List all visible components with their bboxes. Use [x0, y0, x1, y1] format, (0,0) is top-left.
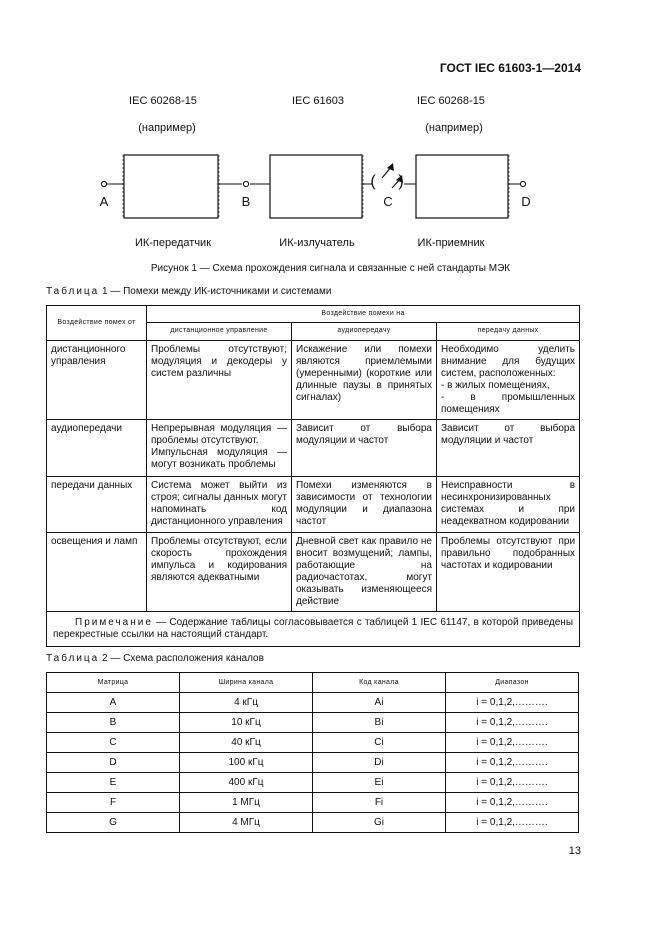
ir-transmitter-label: ИК-передатчик	[134, 237, 212, 249]
table-note	[47, 611, 580, 646]
table-row	[47, 813, 579, 833]
table-cell: G	[47, 813, 180, 833]
table-cell: Di	[313, 753, 446, 773]
table-cell: i = 0,1,2,……….	[446, 713, 579, 733]
table-cell	[437, 340, 580, 419]
table-note-row	[47, 611, 580, 646]
table-row	[47, 733, 579, 753]
table-cell: Зависит от выбора модуляции и частот	[437, 419, 580, 476]
cell-line: - в промышленных помещениях	[441, 391, 576, 415]
header-interference-from: Воздействие помех от	[47, 306, 147, 341]
table-cell: Зависит от выбора модуляции и частот	[292, 419, 437, 476]
table-cell: Неисправности в несинхронизированных системах и при неадекватном кодировании	[437, 476, 580, 532]
table-cell: A	[47, 693, 180, 713]
table-cell: Gi	[313, 813, 446, 833]
row-source: освещения и ламп	[47, 532, 147, 611]
interference-table	[46, 305, 580, 647]
standard-label-3: IEC 60268-15	[417, 95, 485, 107]
row-source: аудиопередачи	[47, 419, 147, 476]
table-row	[47, 340, 580, 419]
table-cell: Проблемы отсутствуют, если скорость прохождения импульса и кодирования являются адекватными	[147, 532, 292, 611]
table-row	[47, 693, 579, 713]
signal-path-diagram	[0, 0, 661, 270]
table1-caption-prefix: Таблица	[46, 286, 100, 297]
table-cell: i = 0,1,2,……….	[446, 813, 579, 833]
table1-caption	[46, 286, 331, 297]
table-row	[47, 793, 579, 813]
example-label-2: (например)	[425, 122, 483, 134]
table-row	[47, 476, 580, 532]
table-cell: Дневной свет как правило не вносит возмущений; лампы, работающие на радиочастотах, могут оказывать изменяющееся действие	[292, 532, 437, 611]
table-cell: 4 МГц	[180, 813, 313, 833]
note-label: Примечание	[75, 616, 153, 628]
point-c-label: C	[383, 194, 393, 209]
column-remote-control: дистанционное управление	[147, 323, 292, 340]
example-label-1: (например)	[138, 122, 196, 134]
point-b-label: B	[241, 194, 251, 209]
table-cell: Система может выйти из строя; сигналы данных могут напоминать код дистанционного управления	[147, 476, 292, 532]
table-cell: i = 0,1,2,……….	[446, 693, 579, 713]
table-cell: i = 0,1,2,……….	[446, 733, 579, 753]
column-channel-width: Ширина канала	[180, 673, 313, 693]
column-audio: аудиопередачу	[292, 323, 437, 340]
column-range: Диапазон	[446, 673, 579, 693]
table-cell: Искажение или помехи являются приемлемыми (умеренными) (короткие или длинные паузы в принятых сигналах)	[292, 340, 437, 419]
table2-caption-number: 2	[102, 653, 108, 664]
paren-open: (	[370, 173, 376, 190]
column-channel-code: Код канала	[313, 673, 446, 693]
channel-layout-table	[46, 672, 579, 833]
terminal-b-icon	[243, 181, 248, 186]
cell-line: Необходимо уделить внимание для будущих систем, расположенных:	[441, 343, 576, 379]
table-row	[47, 753, 579, 773]
table-row	[47, 773, 579, 793]
ir-transmitter-box	[124, 155, 218, 218]
table2-caption-prefix: Таблица	[46, 653, 100, 664]
paren-close: )	[398, 173, 404, 190]
terminal-d-icon	[520, 181, 525, 186]
figure-caption: Рисунок 1 — Схема прохождения сигнала и связанные с ней стандарты МЭК	[150, 263, 511, 274]
table-row	[47, 713, 579, 733]
table-cell: E	[47, 773, 180, 793]
table-cell: B	[47, 713, 180, 733]
ir-receiver-box	[416, 155, 508, 218]
table-cell: Проблемы отсутствуют при правильно подобранных частотах и кодировании	[437, 532, 580, 611]
table-cell: Bi	[313, 713, 446, 733]
table-cell: F	[47, 793, 180, 813]
table-cell: Ei	[313, 773, 446, 793]
table2-caption-title: — Схема расположения каналов	[110, 653, 264, 664]
note-text: — Содержание таблицы согласовывается с таблицей 1 IEC 61147, в которой приведены перекрестные ссылки на настоящий стандарт.	[53, 616, 574, 640]
ir-emitter-label: ИК-излучатель	[279, 237, 355, 249]
table-cell: 400 кГц	[180, 773, 313, 793]
table-cell: C	[47, 733, 180, 753]
cell-line: Импульсная модуляция — могут возникать проблемы	[151, 446, 287, 470]
column-data: передачу данных	[437, 323, 580, 340]
standard-label-2: IEC 61603	[292, 95, 344, 107]
point-a-label: A	[99, 194, 109, 209]
column-matrix: Матрица	[47, 673, 180, 693]
table-cell: 1 МГц	[180, 793, 313, 813]
table-cell: 100 кГц	[180, 753, 313, 773]
table1-caption-title: — Помехи между ИК-источниками и системами	[110, 286, 332, 297]
table2-caption	[46, 653, 264, 664]
point-d-label: D	[521, 194, 531, 209]
table-cell	[147, 419, 292, 476]
table-cell: Помехи изменяются в зависимости от технологии модуляции и диапазона частот	[292, 476, 437, 532]
table-cell: i = 0,1,2,……….	[446, 753, 579, 773]
row-source: дистанционного управления	[47, 340, 147, 419]
table1-caption-number: 1	[102, 286, 108, 297]
standard-label-1: IEC 60268-15	[129, 95, 197, 107]
table-cell: i = 0,1,2,……….	[446, 793, 579, 813]
table-cell: 10 кГц	[180, 713, 313, 733]
table-cell: i = 0,1,2,……….	[446, 773, 579, 793]
table-cell: 40 кГц	[180, 733, 313, 753]
header-interference-on: Воздействие помехи на	[147, 306, 580, 323]
row-source: передачи данных	[47, 476, 147, 532]
table-cell: Ai	[313, 693, 446, 713]
cell-line: - в жилых помещениях,	[441, 379, 550, 391]
page-number: 13	[568, 845, 581, 857]
ir-receiver-label: ИК-приемник	[417, 237, 485, 249]
table-cell: D	[47, 753, 180, 773]
table-row	[47, 532, 580, 611]
cell-line: Непрерывная модуляция — проблемы отсутствуют.	[151, 422, 287, 446]
ir-emitter-box	[270, 155, 362, 218]
terminal-a-icon	[101, 181, 106, 186]
table-cell: Проблемы отсутствуют; модуляция и декодеры у систем различны	[147, 340, 292, 419]
table-cell: Ci	[313, 733, 446, 753]
table-cell: Fi	[313, 793, 446, 813]
document-standard-code: ГОСТ IEC 61603-1—2014	[439, 61, 581, 75]
table-cell: 4 кГц	[180, 693, 313, 713]
table-row	[47, 419, 580, 476]
